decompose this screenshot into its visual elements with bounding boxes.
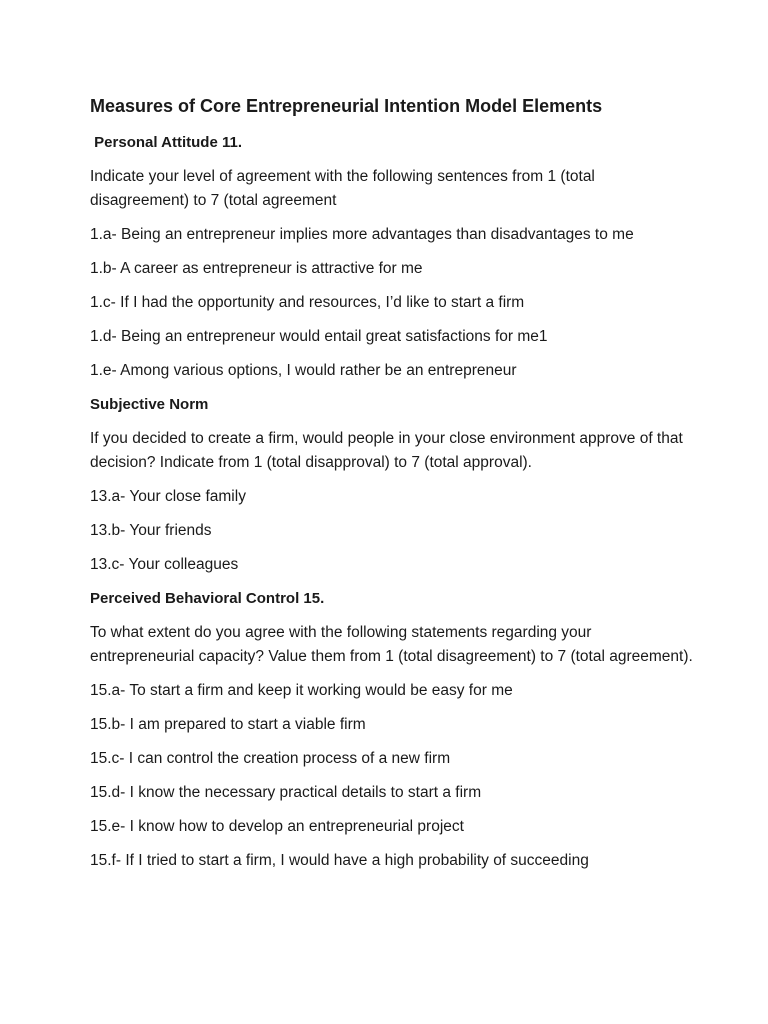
list-item: 1.b- A career as entrepreneur is attractive for me [90,260,423,277]
list-item: 1.a- Being an entrepreneur implies more advantages than disadvantages to me [90,226,634,243]
list-item: 1.c- If I had the opportunity and resources, I’d like to start a firm [90,294,525,311]
document-title: Measures of Core Entrepreneurial Intention Model Elements [90,96,603,116]
section-intro-personal-attitude: Indicate your level of agreement with the following sentences from 1 (total disagreement) to 7 (total agreement [90,168,595,209]
list-item: 15.b- I am prepared to start a viable firm [90,716,366,733]
list-item: 13.c- Your colleagues [90,556,239,573]
list-item: 15.f- If I tried to start a firm, I would have a high probability of succeeding [90,852,589,869]
list-item: 15.a- To start a firm and keep it working would be easy for me [90,682,513,699]
section-intro-subjective-norm: If you decided to create a firm, would people in your close environment approve of that decision? Indicate from 1 (total disapproval) to 7 (total approval). [90,430,683,471]
list-item: 13.b- Your friends [90,522,212,539]
list-item: 15.e- I know how to develop an entrepreneurial project [90,818,464,835]
section-heading-personal-attitude: Personal Attitude 11. [90,134,242,151]
list-item: 15.d- I know the necessary practical details to start a firm [90,784,482,801]
section-heading-perceived-behavioral-control: Perceived Behavioral Control 15. [90,590,325,607]
list-item: 13.a- Your close family [90,488,246,505]
list-item: 1.d- Being an entrepreneur would entail great satisfactions for me1 [90,328,548,345]
section-intro-perceived-behavioral-control: To what extent do you agree with the following statements regarding your entrepreneurial capacity? Value them from 1 (total disagreement) to 7 (total agreement). [90,624,693,665]
list-item: 15.c- I can control the creation process of a new firm [90,750,451,767]
section-heading-subjective-norm: Subjective Norm [90,396,209,413]
list-item: 1.e- Among various options, I would rather be an entrepreneur [90,362,517,379]
